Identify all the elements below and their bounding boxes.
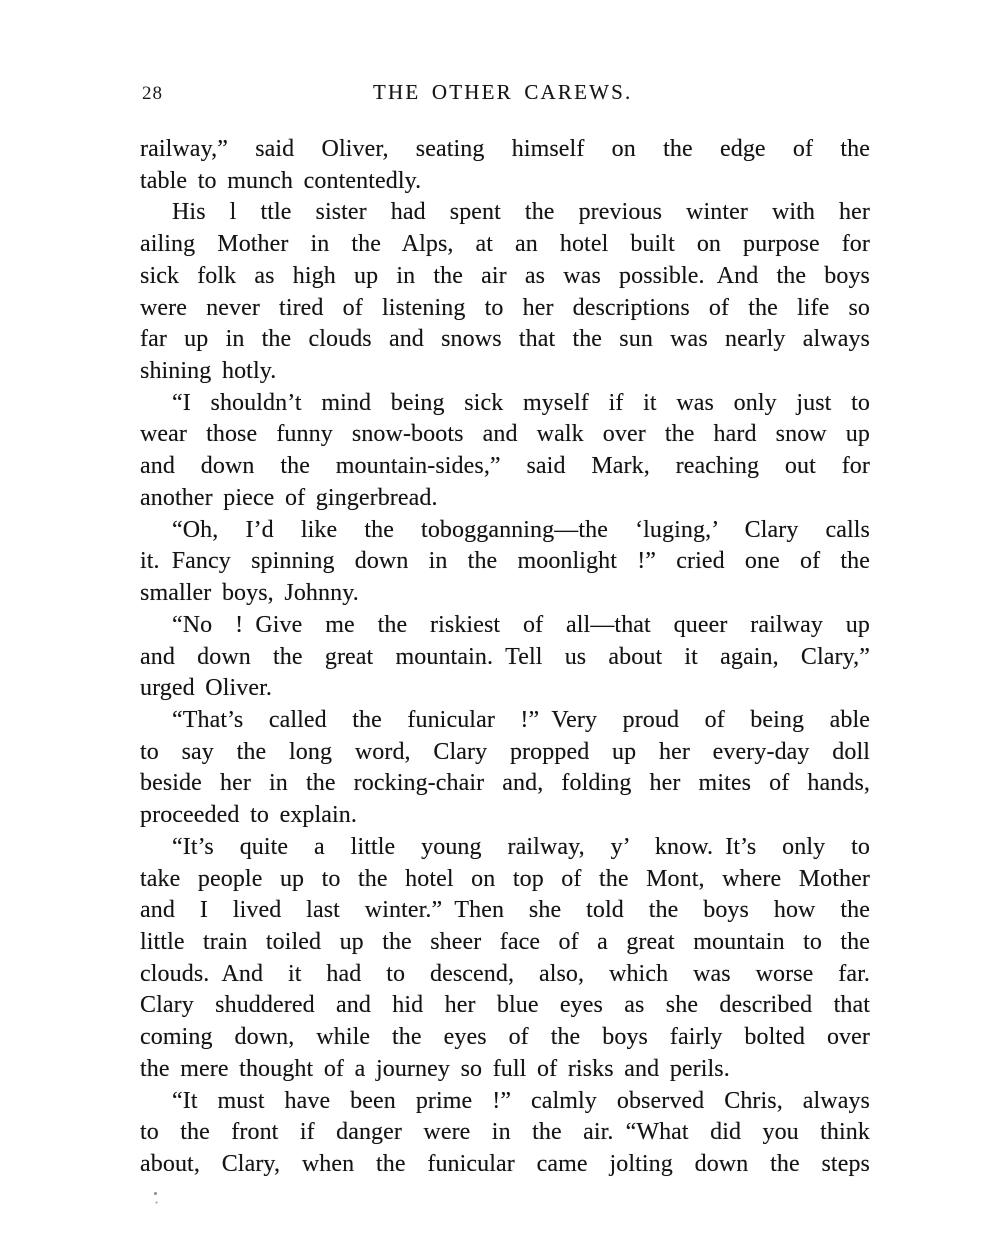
text-line: clouds. And it had to descend, also, which was worse far. [140, 960, 870, 987]
paragraph [140, 388, 870, 515]
text-line: take people up to the hotel on top of the Mont, where Mother [140, 865, 870, 892]
ink-speck [154, 1192, 157, 1195]
text-line: proceeded to explain. [140, 802, 358, 829]
text-line: “It must have been prime !” calmly observed Chris, always [172, 1087, 870, 1114]
text-line: were never tired of listening to her descriptions of the life so [140, 294, 870, 321]
text-line: to say the long word, Clary propped up her every-day doll [140, 738, 870, 765]
text-line: wear those funny snow-boots and walk over the hard snow up [140, 421, 870, 448]
text-line: another piece of gingerbread. [140, 484, 438, 511]
text-line: railway,” said Oliver, seating himself on the edge of the [140, 136, 870, 162]
text-line: “It’s quite a little young railway, y’ know. It’s only to [172, 833, 870, 860]
text-line: ailing Mother in the Alps, at an hotel built on purpose for [140, 231, 870, 258]
text-line: sick folk as high up in the air as was possible. And the boys [140, 262, 870, 289]
text-line: the mere thought of a journey so full of risks and perils. [140, 1055, 730, 1082]
page-body [140, 134, 870, 1181]
text-line: about, Clary, when the funicular came jolting down the steps [140, 1151, 870, 1177]
text-line: “Oh, I’d like the tobogganning—the ‘luging,’ Clary calls [172, 516, 870, 543]
paragraph [140, 197, 870, 387]
running-title: THE OTHER CAREWS. [373, 80, 633, 104]
text-line: “That’s called the funicular !” Very proud of being able [172, 706, 870, 733]
page-number: 28 [142, 83, 163, 104]
text-line: shining hotly. [140, 358, 277, 385]
text-line: Clary shuddered and hid her blue eyes as she described that [140, 992, 870, 1019]
text-line: “No ! Give me the riskiest of all—that queer railway up [172, 611, 870, 638]
text-line: smaller boys, Johnny. [140, 580, 359, 607]
paragraph [140, 515, 870, 610]
paragraph [140, 134, 870, 197]
text-line: to the front if danger were in the air. “What did you think [140, 1119, 870, 1146]
paragraph [140, 610, 870, 705]
text-line: His l ttle sister had spent the previous winter with her [172, 199, 870, 226]
paragraph [140, 832, 870, 1086]
text-line: far up in the clouds and snows that the sun was nearly always [140, 326, 870, 353]
text-line: and down the mountain-sides,” said Mark, reaching out for [140, 453, 870, 480]
text-line: and I lived last winter.” Then she told the boys how the [140, 897, 870, 924]
paragraph [140, 1086, 870, 1181]
text-line: little train toiled up the sheer face of a great mountain to the [140, 928, 870, 955]
text-line: coming down, while the eyes of the boys fairly bolted over [140, 1024, 870, 1051]
text-line: it. Fancy spinning down in the moonlight !” cried one of the [140, 548, 870, 575]
paragraph [140, 705, 870, 832]
text-line: table to munch contentedly. [140, 167, 422, 194]
text-line: and down the great mountain. Tell us about it again, Clary,” [140, 643, 870, 670]
text-line: beside her in the rocking-chair and, folding her mites of hands, [140, 770, 870, 797]
text-line: urged Oliver. [140, 675, 272, 702]
text-line: “I shouldn’t mind being sick myself if it was only just to [172, 389, 870, 416]
